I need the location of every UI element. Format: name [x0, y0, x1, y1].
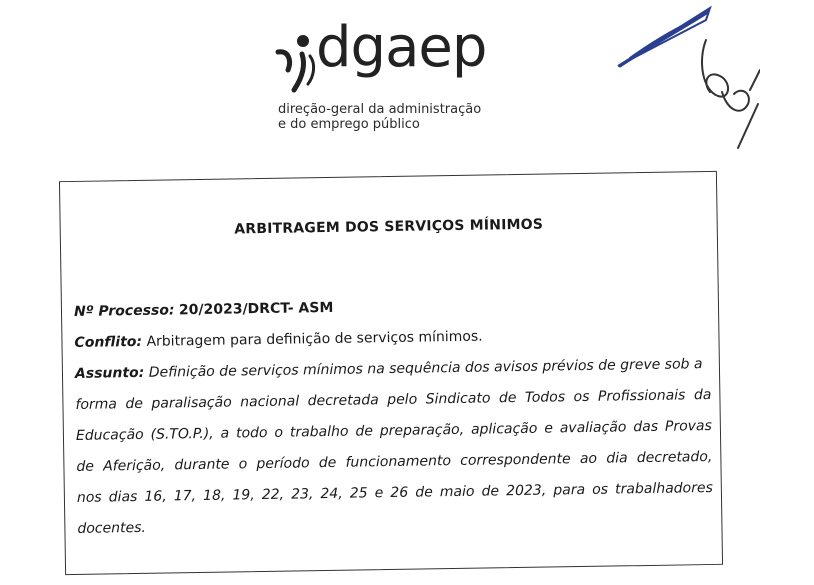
handwritten-signature — [610, 0, 760, 150]
assunto-text-1: Definição de serviços mínimos na sequência dos avisos prévios de greve sob a — [148, 356, 703, 381]
document-box — [59, 171, 723, 575]
logo-tagline-line-1: direção-geral da administração — [278, 102, 482, 117]
logo-wordmark: dgaep — [316, 15, 487, 80]
assunto-text-3: Educação (S.TO.P.), a todo o trabalho de preparação, aplicação e avaliação das Provas — [75, 417, 712, 444]
assunto-text-4: de Aferição, durante o período de funcionamento correspondente ao dia decretado, — [76, 448, 713, 475]
assunto-text-2: forma de paralisação nacional decretada pelo Sindicato de Todos os Profissionais da — [75, 386, 712, 413]
logo-tagline-line-2: e do emprego público — [278, 117, 420, 132]
assunto-text-5: nos dias 16, 17, 18, 19, 22, 23, 24, 25 e 26 de maio de 2023, para os trabalhadores — [76, 479, 713, 506]
assunto-text-6: docentes. — [77, 519, 147, 537]
processo-value: 20/2023/DRCT- ASM — [178, 299, 334, 319]
conflito-value: Arbitragem para definição de serviços mínimos. — [146, 328, 483, 350]
processo-label: Nº Processo: — [73, 302, 175, 320]
assunto-label: Assunto: — [74, 364, 145, 382]
document-content — [74, 290, 714, 548]
logo-tagline — [278, 102, 481, 132]
dgaep-figure-icon — [272, 32, 320, 94]
document-title: ARBITRAGEM DOS SERVIÇOS MÍNIMOS — [234, 216, 544, 238]
dgaep-logo — [272, 15, 512, 148]
conflito-label: Conflito: — [74, 333, 143, 351]
